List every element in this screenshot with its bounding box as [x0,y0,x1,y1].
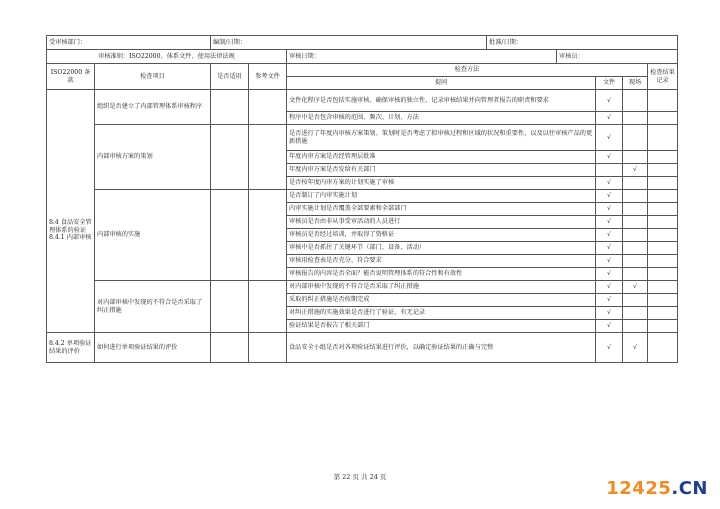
question-cell: 采取的纠正措施是否按期完成 [287,294,596,307]
document-check-cell: √ [596,255,623,268]
site-watermark [606,478,708,499]
document-check-cell: √ [596,242,623,255]
check-item-cell: 如何进行单项验证结果的评价 [95,333,211,363]
applicable-cell[interactable] [211,190,249,281]
col-onsite-header: 现场 [623,77,648,90]
onsite-check-cell [623,320,648,333]
audit-checklist-table [46,35,678,363]
check-item-cell: 组织是否建立了内部管理体系审核程序 [95,90,211,125]
onsite-check-cell [623,190,648,203]
onsite-check-cell [623,268,648,281]
result-record-cell[interactable] [648,216,678,229]
result-record-cell[interactable] [648,177,678,190]
question-cell: 对内部审核中发现的不符合是否采取了纠正措施 [287,281,596,294]
result-record-cell[interactable] [648,125,678,151]
result-record-cell[interactable] [648,229,678,242]
question-cell: 年度内审方案是否经管理层批准 [287,151,596,164]
result-record-cell[interactable] [648,320,678,333]
checklist-row [47,333,678,363]
result-record-cell[interactable] [648,255,678,268]
col-applicable-header: 是否适用 [211,64,249,90]
document-check-cell: √ [596,320,623,333]
question-cell: 是否进行了年度内审核方案策划、策划时是否考虑了拟审核过程和区域的状况和重要性，以及以往审核产品的更新措施 [287,125,596,151]
approved-date-cell: 批准/日期： [487,36,678,50]
question-cell: 验证结果是否报告了相关部门 [287,320,596,333]
question-cell: 审核报告的内容是否全面？能否说明管理体系的符合性和有效性 [287,268,596,281]
document-check-cell [596,164,623,177]
col-question-header: 提问 [287,77,596,90]
onsite-check-cell [623,125,648,151]
question-cell: 食品安全小组是否对各项验证结果进行评价，以确定验证结果的正确与完整 [287,333,596,363]
prepared-date-cell: 编制/日期： [211,36,487,50]
onsite-check-cell [623,229,648,242]
onsite-check-cell [623,216,648,229]
result-record-cell[interactable] [648,268,678,281]
col-method-header: 检查方法 [287,64,648,77]
question-cell: 是否按年度内审方案的计划实施了审核 [287,177,596,190]
applicable-cell[interactable] [211,90,249,125]
audit-date-cell: 审核日期： [287,50,557,64]
result-record-cell[interactable] [648,307,678,320]
col-reference-header: 参考文件 [249,64,287,90]
result-record-cell[interactable] [648,112,678,125]
onsite-check-cell [623,255,648,268]
applicable-cell[interactable] [211,333,249,363]
onsite-check-cell [623,112,648,125]
checklist-row [47,281,678,294]
question-cell: 内审实施计划是否覆盖全部要素和全部部门 [287,203,596,216]
col-item-header: 检查项目 [95,64,211,90]
document-check-cell: √ [596,90,623,112]
reference-doc-cell[interactable] [249,281,287,333]
reference-doc-cell[interactable] [249,125,287,190]
checklist-row [47,125,678,151]
question-cell: 文件化程序是否包括实施审核、确保审核的独立性、记录审核结果并向管理者报告的职责和要求 [287,90,596,112]
document-check-cell: √ [596,294,623,307]
checklist-row [47,90,678,112]
col-document-header: 文件 [596,77,623,90]
check-item-cell: 内部审核方案的策划 [95,125,211,190]
question-cell: 审核员是否经过培训，并取得了资格证 [287,229,596,242]
reference-doc-cell[interactable] [249,90,287,125]
onsite-check-cell [623,151,648,164]
question-cell: 审核员是否由非从事受审活动的人员进行 [287,216,596,229]
col-clause-header: ISO22000 条款 [47,64,95,90]
clause-title: 8.4 食品安全管理体系的验证 [49,218,92,234]
document-check-cell: √ [596,151,623,164]
onsite-check-cell: √ [623,164,648,177]
question-cell: 是否制订了内审实施计划 [287,190,596,203]
result-record-cell[interactable] [648,190,678,203]
column-header-row-1 [47,64,678,77]
result-record-cell[interactable] [648,151,678,164]
reference-doc-cell[interactable] [249,333,287,363]
applicable-cell[interactable] [211,125,249,190]
result-record-cell[interactable] [648,203,678,216]
question-cell: 审核用检查表是否充分、符合要求 [287,255,596,268]
result-record-cell[interactable] [648,164,678,177]
result-record-cell[interactable] [648,333,678,363]
question-cell: 审核中是否抓住了关键环节（部门、设备、活动） [287,242,596,255]
checklist-row [47,190,678,203]
header-row-1 [47,36,678,50]
audited-dept-cell: 受审核部门： [47,36,211,50]
onsite-check-cell [623,307,648,320]
question-cell: 对纠正措施的实施效果是否进行了验证，有无记录 [287,307,596,320]
document-check-cell: √ [596,268,623,281]
result-record-cell[interactable] [648,90,678,112]
document-check-cell: √ [596,216,623,229]
onsite-check-cell: √ [623,333,648,363]
onsite-check-cell [623,177,648,190]
result-record-cell[interactable] [648,242,678,255]
clause-cell [47,90,95,333]
onsite-check-cell [623,294,648,307]
document-check-cell: √ [596,229,623,242]
document-check-cell: √ [596,125,623,151]
audit-criteria-cell: 审核准则：ISO22000、体系文件、使用法律法规 [47,50,287,64]
document-check-cell: √ [596,307,623,320]
document-check-cell: √ [596,177,623,190]
question-cell: 年度内审方案是否发给有关部门 [287,164,596,177]
clause-cell: 8.4.2 单项验证结果的评价 [47,333,95,363]
document-check-cell: √ [596,203,623,216]
page-number: 第 22 页 共 24 页 [333,473,387,481]
document-check-cell: √ [596,333,623,363]
applicable-cell[interactable] [211,281,249,333]
onsite-check-cell [623,90,648,112]
document-check-cell: √ [596,112,623,125]
onsite-check-cell [623,203,648,216]
clause-subtitle: 8.4.1 内部审核 [49,234,92,242]
watermark-number: 12425 [606,478,672,499]
document-check-cell: √ [596,190,623,203]
result-record-cell[interactable] [648,294,678,307]
onsite-check-cell: √ [623,281,648,294]
col-result-header: 检查结果记录 [648,64,678,90]
check-item-cell: 对内部审核中发现的不符合是否采取了纠正措施 [95,281,211,333]
watermark-domain: .CN [671,478,708,499]
onsite-check-cell [623,242,648,255]
reference-doc-cell[interactable] [249,190,287,281]
header-row-2 [47,50,678,64]
auditor-cell: 审核员： [557,50,678,64]
result-record-cell[interactable] [648,281,678,294]
question-cell: 程序中是否包含审核的范围、频次、计划、方法 [287,112,596,125]
check-item-cell: 内部审核的实施 [95,190,211,281]
document-check-cell: √ [596,281,623,294]
